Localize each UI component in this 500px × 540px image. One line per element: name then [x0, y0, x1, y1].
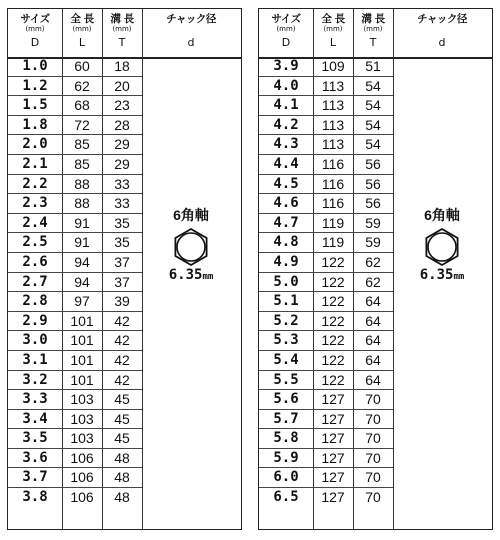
length-cell: 122	[321, 273, 345, 290]
groove-length-cell: 45	[114, 391, 130, 408]
length-cell: 103	[70, 430, 94, 447]
groove-length-cell: 35	[114, 234, 130, 251]
length-cell: 106	[70, 449, 94, 466]
groove-length-cell: 64	[365, 351, 381, 368]
hex-shank-icon	[422, 227, 462, 267]
size-cell: 5.9	[273, 449, 299, 466]
chuck-diameter: 6.35mm	[419, 267, 465, 283]
length-cell: 94	[74, 273, 90, 290]
table-row	[8, 96, 142, 116]
table-body	[8, 57, 142, 508]
groove-length-cell: 56	[365, 195, 381, 212]
length-cell: 103	[70, 410, 94, 427]
length-cell: 85	[74, 155, 90, 172]
size-cell: 1.0	[22, 58, 48, 74]
table-header	[259, 9, 492, 59]
size-cell: 4.7	[273, 214, 299, 231]
size-cell: 3.1	[22, 351, 48, 368]
size-cell: 4.3	[273, 136, 299, 153]
table-row	[259, 77, 393, 97]
table-row	[259, 331, 393, 351]
header-chuck: チャック径 d	[166, 13, 216, 49]
length-cell: 127	[321, 449, 345, 466]
table-row	[259, 488, 393, 508]
length-cell: 85	[74, 136, 90, 153]
length-cell: 116	[321, 195, 345, 212]
table-row	[8, 292, 142, 312]
table-body	[259, 57, 393, 508]
table-row	[259, 155, 393, 175]
groove-length-cell: 51	[365, 58, 381, 74]
groove-length-cell: 29	[114, 155, 130, 172]
table-row	[8, 57, 142, 77]
size-cell: 4.4	[273, 155, 299, 172]
table-row	[259, 273, 393, 293]
length-cell: 94	[74, 253, 90, 270]
size-cell: 3.3	[22, 391, 48, 408]
groove-length-cell: 48	[114, 449, 130, 466]
size-cell: 4.2	[273, 116, 299, 133]
length-cell: 116	[321, 175, 345, 192]
table-row	[8, 273, 142, 293]
groove-length-cell: 28	[114, 116, 130, 133]
size-cell: 2.9	[22, 312, 48, 329]
length-cell: 122	[321, 312, 345, 329]
table-row	[8, 194, 142, 214]
length-cell: 97	[74, 293, 90, 310]
groove-length-cell: 59	[365, 234, 381, 251]
chuck-spec	[393, 205, 491, 283]
table-row	[259, 214, 393, 234]
table-row	[8, 253, 142, 273]
length-cell: 113	[321, 136, 345, 153]
table-row	[8, 429, 142, 449]
hex-shank-icon	[171, 227, 211, 267]
table-row	[8, 331, 142, 351]
size-cell: 3.5	[22, 430, 48, 447]
groove-length-cell: 70	[365, 410, 381, 427]
size-cell: 5.7	[273, 410, 299, 427]
size-cell: 4.5	[273, 175, 299, 192]
groove-length-cell: 48	[114, 469, 130, 486]
groove-length-cell: 62	[365, 253, 381, 270]
table-row	[8, 233, 142, 253]
size-cell: 5.5	[273, 371, 299, 388]
table-row	[8, 116, 142, 136]
length-cell: 60	[74, 58, 90, 74]
length-cell: 119	[321, 214, 345, 231]
size-cell: 1.5	[22, 97, 48, 114]
size-cell: 6.0	[273, 469, 299, 486]
size-cell: 2.0	[22, 136, 48, 153]
size-cell: 1.2	[22, 77, 48, 94]
length-cell: 101	[70, 371, 94, 388]
table-row	[8, 468, 142, 488]
length-cell: 116	[321, 155, 345, 172]
length-cell: 101	[70, 351, 94, 368]
length-cell: 109	[321, 58, 345, 74]
length-cell: 62	[74, 77, 90, 94]
length-cell: 88	[74, 195, 90, 212]
table-row	[259, 57, 393, 77]
groove-length-cell: 70	[365, 469, 381, 486]
table-row	[259, 312, 393, 332]
groove-length-cell: 45	[114, 430, 130, 447]
chuck-diameter: 6.35mm	[168, 267, 214, 283]
header-size: サイズ (mm) D	[20, 13, 50, 49]
table-row	[259, 429, 393, 449]
length-cell: 113	[321, 97, 345, 114]
length-cell: 68	[74, 97, 90, 114]
groove-length-cell: 64	[365, 332, 381, 349]
size-cell: 3.9	[273, 58, 299, 74]
size-cell: 4.8	[273, 234, 299, 251]
table-row	[8, 77, 142, 97]
table-row	[259, 233, 393, 253]
groove-length-cell: 56	[365, 175, 381, 192]
table-row	[8, 155, 142, 175]
table-row	[8, 135, 142, 155]
header-groove: 溝 長 (mm) T	[110, 13, 134, 49]
table-row	[259, 194, 393, 214]
length-cell: 101	[70, 312, 94, 329]
table-row	[259, 410, 393, 430]
size-cell: 3.6	[22, 449, 48, 466]
length-cell: 88	[74, 175, 90, 192]
size-cell: 4.1	[273, 97, 299, 114]
size-cell: 2.1	[22, 155, 48, 172]
table-row	[259, 292, 393, 312]
groove-length-cell: 37	[114, 273, 130, 290]
groove-length-cell: 54	[365, 97, 381, 114]
size-cell: 1.8	[22, 116, 48, 133]
table-row	[8, 410, 142, 430]
table-row	[259, 449, 393, 469]
length-cell: 91	[74, 234, 90, 251]
table-row	[8, 371, 142, 391]
groove-length-cell: 29	[114, 136, 130, 153]
length-cell: 122	[321, 293, 345, 310]
length-cell: 122	[321, 371, 345, 388]
size-cell: 3.8	[22, 489, 48, 506]
size-cell: 2.7	[22, 273, 48, 290]
length-cell: 119	[321, 234, 345, 251]
groove-length-cell: 18	[114, 58, 130, 74]
size-cell: 5.1	[273, 293, 299, 310]
table-row	[8, 488, 142, 508]
table-row	[8, 351, 142, 371]
length-cell: 106	[70, 469, 94, 486]
size-cell: 2.6	[22, 253, 48, 270]
table-row	[259, 253, 393, 273]
table-row	[259, 135, 393, 155]
spec-table-right	[258, 8, 493, 530]
size-cell: 2.2	[22, 175, 48, 192]
size-cell: 4.6	[273, 195, 299, 212]
table-row	[259, 175, 393, 195]
groove-length-cell: 70	[365, 391, 381, 408]
size-cell: 3.7	[22, 469, 48, 486]
shank-label: 6角軸	[173, 207, 209, 223]
table-row	[259, 116, 393, 136]
size-cell: 5.8	[273, 430, 299, 447]
size-cell: 2.8	[22, 293, 48, 310]
header-size: サイズ (mm) D	[271, 13, 301, 49]
groove-length-cell: 62	[365, 273, 381, 290]
groove-length-cell: 48	[114, 489, 130, 506]
length-cell: 113	[321, 116, 345, 133]
table-row	[259, 468, 393, 488]
table-header	[8, 9, 241, 59]
groove-length-cell: 54	[365, 136, 381, 153]
table-row	[259, 390, 393, 410]
groove-length-cell: 35	[114, 214, 130, 231]
size-cell: 2.4	[22, 214, 48, 231]
table-row	[259, 351, 393, 371]
length-cell: 127	[321, 391, 345, 408]
table-row	[8, 214, 142, 234]
chuck-spec	[142, 205, 240, 283]
size-cell: 2.3	[22, 195, 48, 212]
length-cell: 122	[321, 253, 345, 270]
size-cell: 3.4	[22, 410, 48, 427]
groove-length-cell: 56	[365, 155, 381, 172]
table-row	[259, 371, 393, 391]
groove-length-cell: 42	[114, 351, 130, 368]
length-cell: 127	[321, 410, 345, 427]
groove-length-cell: 70	[365, 449, 381, 466]
groove-length-cell: 42	[114, 332, 130, 349]
length-cell: 72	[74, 116, 90, 133]
groove-length-cell: 33	[114, 175, 130, 192]
length-cell: 122	[321, 332, 345, 349]
groove-length-cell: 64	[365, 371, 381, 388]
groove-length-cell: 70	[365, 430, 381, 447]
length-cell: 91	[74, 214, 90, 231]
size-cell: 4.0	[273, 77, 299, 94]
size-cell: 5.2	[273, 312, 299, 329]
size-cell: 5.4	[273, 351, 299, 368]
header-length: 全 長 (mm) L	[321, 13, 345, 49]
length-cell: 127	[321, 430, 345, 447]
groove-length-cell: 45	[114, 410, 130, 427]
groove-length-cell: 64	[365, 293, 381, 310]
groove-length-cell: 42	[114, 371, 130, 388]
size-cell: 4.9	[273, 253, 299, 270]
size-cell: 5.0	[273, 273, 299, 290]
spec-table-left	[7, 8, 242, 530]
groove-length-cell: 23	[114, 97, 130, 114]
groove-length-cell: 54	[365, 77, 381, 94]
size-cell: 5.6	[273, 391, 299, 408]
groove-length-cell: 54	[365, 116, 381, 133]
header-groove: 溝 長 (mm) T	[361, 13, 385, 49]
length-cell: 113	[321, 77, 345, 94]
groove-length-cell: 39	[114, 293, 130, 310]
table-row	[259, 96, 393, 116]
size-cell: 3.0	[22, 332, 48, 349]
groove-length-cell: 42	[114, 312, 130, 329]
header-length: 全 長 (mm) L	[70, 13, 94, 49]
length-cell: 103	[70, 391, 94, 408]
groove-length-cell: 33	[114, 195, 130, 212]
table-row	[8, 390, 142, 410]
table-row	[8, 449, 142, 469]
length-cell: 101	[70, 332, 94, 349]
shank-label: 6角軸	[424, 207, 460, 223]
size-cell: 6.5	[273, 489, 299, 506]
groove-length-cell: 70	[365, 489, 381, 506]
groove-length-cell: 59	[365, 214, 381, 231]
size-cell: 3.2	[22, 371, 48, 388]
length-cell: 127	[321, 489, 345, 506]
length-cell: 127	[321, 469, 345, 486]
groove-length-cell: 37	[114, 253, 130, 270]
groove-length-cell: 20	[114, 77, 130, 94]
size-cell: 2.5	[22, 234, 48, 251]
size-cell: 5.3	[273, 332, 299, 349]
header-chuck: チャック径 d	[417, 13, 467, 49]
groove-length-cell: 64	[365, 312, 381, 329]
table-row	[8, 175, 142, 195]
length-cell: 106	[70, 489, 94, 506]
table-row	[8, 312, 142, 332]
length-cell: 122	[321, 351, 345, 368]
